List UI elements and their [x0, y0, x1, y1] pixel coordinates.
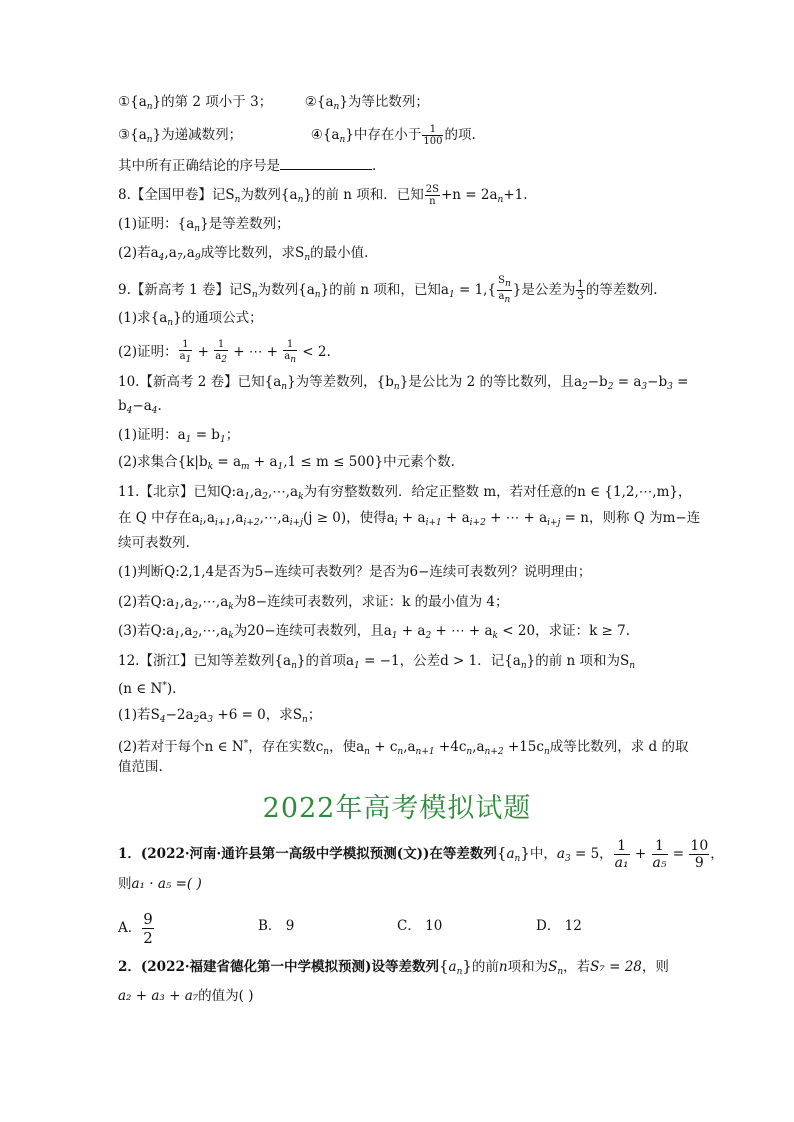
sim-q2-e: S [548, 959, 558, 975]
choice-2-text: ②{a [304, 94, 334, 110]
q12-text: 12.【浙江】已知等差数列{a [118, 653, 292, 669]
question-8: 8.【全国甲卷】记$S_n$为数列$\{a_n\}$的前 n 项和．已知 $\frac{2S}{n}$ $+n = 2a_n+1$. [118, 184, 528, 207]
q8-p2-text: (2)若a [118, 245, 159, 261]
q12-p2-d: + c [369, 739, 398, 755]
frac-den: a₁ [614, 855, 629, 871]
q8-part-2: (2)若$a_4,a_7,a_9$成等比数列，求$S_n$的最小值. [118, 245, 369, 263]
answer-blank[interactable] [280, 155, 372, 170]
sim-q2-l2-b: 的值为( ) [198, 988, 254, 1004]
sim-question-2: 2．(2022·福建省德化第一中学模拟预测)设等差数列$\{a_n\}$的前n项和为$S_n$，若S₇ = 28，则 [118, 957, 669, 977]
q12-p2-e: ,a [403, 739, 416, 755]
frac-num: 1 [614, 838, 630, 855]
frac-10-9 [689, 838, 709, 871]
q12-p2-h: +15c [503, 739, 544, 755]
q8-p2-b: ,a [164, 245, 177, 261]
answer-prompt-text: 其中所有正确结论的序号是 [118, 158, 280, 174]
q10-text-f: −b [647, 374, 668, 390]
q11-line-2: 在 Q 中存在$a_i,a_{i+1},a_{i+2},\cdots,a_{i+j}(j \ge 0)$，使得$a_i + a_{i+1} + a_{i+2}$ + ⋯ + $a_{i+j} = n$，则称 Q 为m−连 [118, 510, 701, 528]
q10-l2-text: b [118, 398, 127, 414]
q12-part-1: (1)若$S_4-2a_2a_3 +6 = 0$，求$S_n$； [118, 707, 322, 725]
frac-num: 1 [577, 279, 584, 290]
sim-q2-l2-text: a₂ + a₃ + a₇ [118, 988, 199, 1004]
q12-line-2: (n ∈ N*). [118, 681, 177, 697]
sim-q2-text: 2．(2022·福建省德化第一中学模拟预测)设等差数列 [118, 959, 439, 975]
choice-line-1: $①\{a_n\}$的第 2 项小于 3； $②\{a_n\}$为等比数列； [118, 94, 429, 112]
frac-1-an: $\frac{1}{an}$ [284, 339, 296, 365]
answer-prompt-end: . [372, 158, 377, 174]
q11-text-b: ,a [249, 484, 263, 500]
sim-q1-text: 1．(2022·河南·通许县第一高级中学模拟预测(文))在等差数列 [118, 846, 497, 862]
q10-l2-c: . [157, 398, 162, 414]
frac-1-a1-sim [614, 838, 630, 871]
frac-den: n [429, 196, 436, 207]
q8-p2-e: 的最小值. [310, 245, 369, 261]
q12-p2-g: ,a [472, 739, 485, 755]
sim-q2-line-2 [118, 986, 254, 1006]
q12-text-c: = −1，公差d > 1．记{a [359, 653, 521, 669]
q12-p1-d: +6 = 0，求S [213, 707, 303, 723]
question-12: 12.【浙江】已知等差数列$\{a_n\}$的首项$a_1 = -1$，公差d > 1．记$\{a_n\}$的前 n 项和为$S_n$ [118, 653, 636, 671]
q11-part-2: (2)若$Q:a_1,a_2,\cdots,a_k$为8−连续可表数列，求证：k 的最小值为 4； [118, 594, 509, 612]
sim-q1-l2-text: 则 [118, 876, 132, 892]
q11-l3-text: 续可表数列. [118, 535, 190, 551]
q10-text: 10.【新高考 2 卷】已知{a [118, 374, 282, 390]
q11-part-1 [118, 562, 591, 582]
q10-p2-d: ,1 ≤ m ≤ 500}中元素个数. [283, 454, 455, 470]
option-b[interactable]: B． 9 [258, 918, 295, 934]
q9-text: 9.【新高考 1 卷】记S [118, 282, 252, 298]
frac-den: a [498, 291, 505, 302]
q11-p2-d: 为8−连续可表数列，求证：k 的最小值为 4； [233, 594, 509, 610]
frac-1-a1: $\frac{1}{a1}$ [179, 339, 192, 365]
frac-den: a₅ [652, 855, 667, 871]
q10-p1-b: = b [191, 427, 220, 443]
sim-q1-l2-b: a₁ · a₅ =( ) [131, 876, 202, 892]
frac-num: S [498, 275, 505, 286]
q11-l2-c: ,a [231, 510, 244, 526]
q12-text-b: }的首项a [296, 653, 355, 669]
q11-text-c: ,⋯,a [267, 484, 299, 500]
q12-p2-i: 成等比数列，求 d 的取 [549, 739, 689, 755]
sim-q2-d: 项和为 [507, 959, 549, 975]
q12-p1-b: −2a [165, 707, 194, 723]
fraction-1-100 [422, 124, 443, 147]
choice-1-rest: }的第 2 项小于 3； [152, 94, 273, 110]
sim-question-1: 1．(2022·河南·通许县第一高级中学模拟预测(文))在等差数列$\{a_n\}$中，$a_3 = 5$， $\frac{1}{\text{a₁}}$ + $\frac{1}{\text{a₅}}$ = $\frac{10}{9}$ ， [118, 838, 724, 871]
q10-part-2: (2)求集合$\{k|b_k = a_m + a_1,1 \le m \le 500\}$中元素个数. [118, 454, 455, 472]
frac-num: 1 [652, 838, 668, 855]
choice-1-text: ①{a [118, 94, 147, 110]
q10-text-d: −b [587, 374, 608, 390]
frac-num: 9 [143, 910, 153, 928]
q12-p1-e: ； [307, 707, 322, 723]
q11-l2-g: + a [441, 510, 470, 526]
q11-part-3: (3)若$Q:a_1,a_2,\cdots,a_k$为20−连续可表数列，且$a_1 + a_2$ + ⋯ + $a_k < 20$，求证：k ≥ 7. [118, 623, 631, 641]
choice-4-end: 的项. [444, 127, 476, 143]
sim-q2-h: ，则 [641, 959, 669, 975]
q10-p1-text: (1)证明：a [118, 427, 186, 443]
q11-p3-f: + ⋯ + a [431, 623, 493, 639]
q11-p3-g: < 20，求证：k ≥ 7. [498, 623, 631, 639]
frac-num: 1 [422, 124, 443, 136]
q11-l2-b: ,a [202, 510, 215, 526]
sim-q1-f: ， [710, 846, 724, 862]
q8-text: 8.【全国甲卷】记S [118, 187, 235, 203]
section-title: 2022年高考模拟试题 [262, 793, 532, 824]
q12-p2-b: ，存在实数c [248, 739, 324, 755]
q9-text-f: 的等差数列. [585, 282, 658, 298]
frac-1-a5-sim [652, 838, 668, 871]
frac-den: 9 [694, 855, 704, 871]
q10-l2-b: −a [132, 398, 152, 414]
q10-text-e: = a [613, 374, 642, 390]
question-9: 9.【新高考 1 卷】记$S_n$为数列$\{a_n\}$的前 n 项和，已知$a_1 = 1$,{ $\frac{Sn}{an}$ }是公差为 $\frac{1}{3}$ 的等差数列. [118, 275, 658, 305]
q9-text-e: 是公差为 [521, 282, 576, 298]
q9-p2-b: + ⋯ + [228, 344, 283, 360]
q12-text-d: }的前 n 项和为S [526, 653, 630, 669]
q12-line-3 [118, 757, 163, 777]
q8-text-d: +n = 2a [440, 187, 498, 203]
q12-p1-c: a [199, 707, 208, 723]
sim-q2-g: S₇ = 28 [590, 959, 642, 975]
q11-text-d: 为有穷整数数列．给定正整数 m，若对任意的n ∈ {1,2,⋯,m}， [303, 484, 692, 500]
sim-q1-e: = [668, 846, 689, 862]
q12-l2-text: (n ∈ N [118, 681, 163, 697]
q12-p2-c: ，使a [329, 739, 365, 755]
q9-part-2: (2)证明： $\frac{1}{a1}$ + $\frac{1}{a2}$ + ⋯ + $\frac{1}{an}$ < 2. [118, 339, 331, 365]
q11-p1-text: (1)判断Q:2,1,4是否为5−连续可表数列？是否为6−连续可表数列？说明理由； [118, 564, 592, 580]
q10-text-b: }为等差数列，{b [287, 374, 394, 390]
answer-prompt [118, 155, 376, 176]
q10-p1-c: ； [225, 427, 240, 443]
q10-part-1: (1)证明：$a_1 = b_1$； [118, 427, 240, 445]
frac-num: 2S [425, 184, 439, 195]
q8-fraction [425, 184, 440, 207]
q11-l2-e: (j ≥ 0)，使得a [302, 510, 395, 526]
choice-4-rest: }中存在小于 [345, 127, 422, 143]
q11-p3-text: (3)若Q:a [118, 623, 175, 639]
frac-1-a2: $\frac{1}{a2}$ [215, 339, 227, 365]
choice-3-text: ③{a [118, 127, 147, 143]
q10-p2-text: (2)求集合{k|b [118, 454, 208, 470]
q11-l2-text: 在 Q 中存在a [118, 510, 200, 526]
q11-p3-d: 为20−连续可表数列，且a [233, 623, 392, 639]
q8-p1-rest: }是等差数列； [200, 216, 290, 232]
q9-text-c: }的前 n 项和，已知a [320, 282, 449, 298]
option-a-label: A． [118, 920, 142, 936]
q9-fraction-sn-an: $\frac{Sn}{an}$ [498, 275, 511, 305]
q11-line-3 [118, 533, 190, 553]
q12-part-2: (2)若对于每个n ∈ N*，存在实数$c_n$，使$a_n + c_n,a_{n+1} +4c_n,a_{n+2} +15c_n$成等比数列，求 d 的取 [118, 739, 689, 757]
q10-p2-b: = a [213, 454, 242, 470]
q12-p2-f: +4c [434, 739, 467, 755]
q11-p3-e: + a [397, 623, 426, 639]
question-11: 11.【北京】已知$Q:a_1,a_2,\cdots,a_k$为有穷整数数列．给定正整数 m，若对任意的n ∈ {1,2,⋯,m}， [118, 484, 692, 502]
q9-part-1: (1)求$\{a_n\}$的通项公式； [118, 310, 263, 328]
q11-l2-d: ,⋯,a [259, 510, 290, 526]
q11-p2-text: (2)若Q:a [118, 594, 175, 610]
sim-q1-line-2 [118, 874, 202, 894]
sim-q1-d: = 5， [570, 846, 613, 862]
sim-q2-c: n [498, 959, 508, 975]
choice-line-2: $③\{a_n\}$为递减数列； $④\{a_n\}$中存在小于 $\frac{1}{100}$ 的项. [118, 124, 476, 147]
sim-q2-b: 的前 [471, 959, 499, 975]
option-c[interactable]: C． 10 [397, 918, 443, 934]
q8-text-b: 为数列{a [240, 187, 298, 203]
q8-p2-d: 成等比数列，求S [200, 245, 305, 261]
q8-part-1: (1)证明：$\{a_n\}$是等差数列； [118, 216, 290, 234]
q8-p2-c: ,a [182, 245, 195, 261]
sim-q2-f: ，若 [563, 959, 591, 975]
q11-l2-h: + ⋯ + a [485, 510, 548, 526]
q11-p3-b: ,a [180, 623, 193, 639]
sim-q1-b: 中， [529, 846, 557, 862]
q9-fraction-one-third [576, 279, 584, 302]
q10-text-c: }是公比为 2 的等比数列，且a [399, 374, 583, 390]
q9-p1-text: (1)求{a [118, 310, 168, 326]
option-a[interactable] [118, 910, 155, 947]
option-d[interactable]: D． 12 [536, 918, 582, 934]
option-a-fraction [142, 910, 154, 947]
frac-den: 2 [143, 929, 153, 947]
q10-line-2: $b_4-a_4$. [118, 398, 162, 416]
q10-text-g: = [672, 374, 689, 390]
frac-num: 10 [690, 838, 709, 854]
frac-den: 100 [423, 136, 443, 147]
q9-p1-rest: }的通项公式； [173, 310, 263, 326]
q11-l2-i: = n，则称 Q 为m−连 [560, 510, 701, 526]
sim-q1-c: a [556, 846, 565, 862]
q11-p2-b: ,a [180, 594, 193, 610]
q8-text-c: }的前 n 项和．已知 [303, 187, 424, 203]
choice-4-text: ④{a [310, 127, 340, 143]
choice-3-rest: }为递减数列； [152, 127, 243, 143]
q12-p1-text: (1)若S [118, 707, 160, 723]
q8-p1-text: (1)证明：{a [118, 216, 195, 232]
q8-text-e: +1. [503, 187, 528, 203]
q12-l3-text: 值范围. [118, 759, 163, 775]
q9-p2-text: (2)证明： [118, 344, 178, 360]
q12-l2-b: ). [166, 681, 177, 697]
q9-text-d: = 1, [454, 282, 488, 298]
choice-2-rest: }为等比数列； [339, 94, 429, 110]
question-10: 10.【新高考 2 卷】已知$\{a_n\}$为等差数列，$\{b_n\}$是公比为 2 的等比数列，且$a_2-b_2 = a_3-b_3$ = [118, 374, 689, 392]
q10-p2-c: + a [249, 454, 278, 470]
q9-p2-c: < 2. [298, 344, 331, 360]
q11-l2-f: + a [397, 510, 426, 526]
q11-p3-c: ,⋯,a [198, 623, 229, 639]
q9-text-b: 为数列{a [257, 282, 315, 298]
q11-text: 11.【北京】已知Q:a [118, 484, 245, 500]
q11-p2-c: ,⋯,a [198, 594, 229, 610]
frac-den: 3 [577, 291, 584, 302]
q12-p2-text: (2)若对于每个n ∈ N [118, 739, 244, 755]
